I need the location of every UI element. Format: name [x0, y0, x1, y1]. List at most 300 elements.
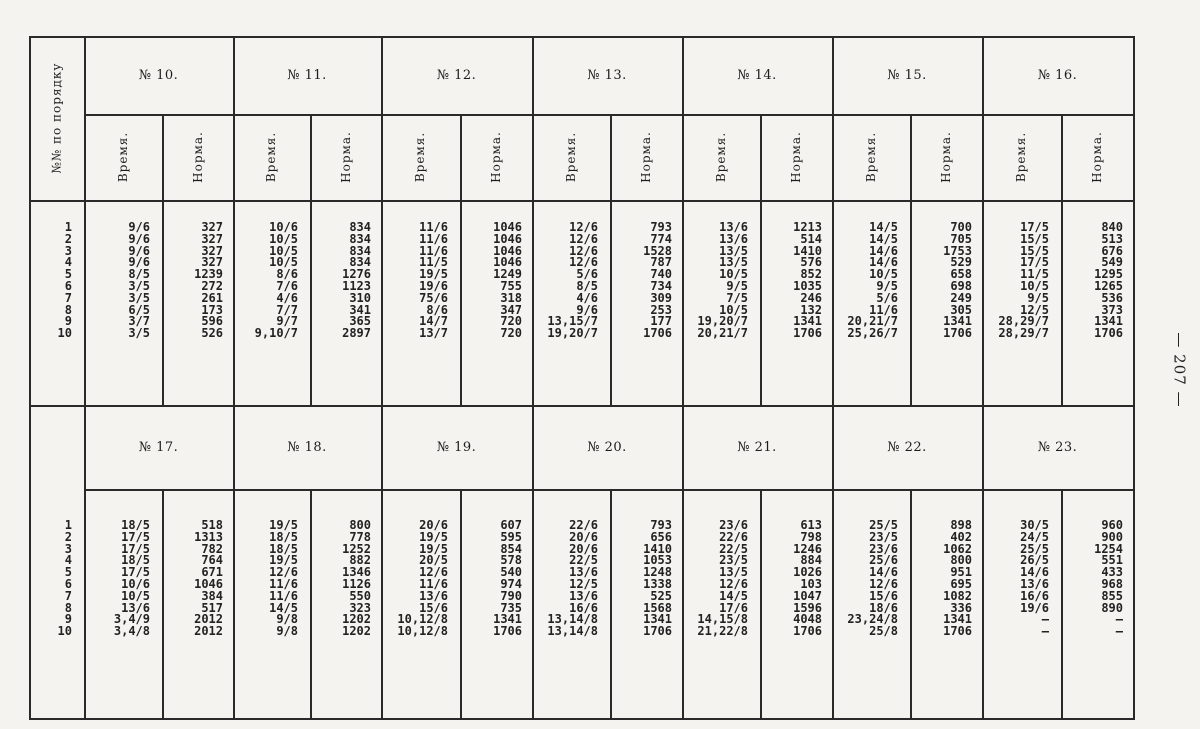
time-column	[988, 222, 1049, 340]
table-cell: 9/6	[128, 220, 150, 234]
table-cell: 1213	[793, 220, 822, 234]
table-cell: 23/5	[719, 553, 748, 568]
table-cell: 402	[950, 529, 972, 544]
table-cell: 16/6	[569, 600, 598, 615]
table-cell: 607	[500, 518, 522, 532]
table-cell: 14,15/8	[697, 612, 748, 627]
rule-line	[610, 489, 612, 718]
table-cell: 1202	[342, 624, 371, 639]
team-header: № 17.	[138, 439, 179, 455]
table-cell: 9/5	[876, 278, 898, 293]
rule-line	[760, 489, 762, 718]
table-cell: 20/6	[569, 529, 598, 544]
table-cell: 2012	[194, 624, 223, 639]
norm-subheader	[760, 114, 832, 200]
table-cell: 1082	[943, 588, 972, 603]
table-cell: 1	[64, 518, 72, 532]
table-cell: 1246	[793, 541, 822, 556]
team-header: № 10.	[138, 67, 179, 83]
table-cell: 10/5	[869, 267, 898, 282]
table-cell: 852	[800, 267, 822, 282]
norm-column	[314, 222, 371, 340]
table-cell: 8/5	[576, 278, 598, 293]
table-cell: 1341	[493, 612, 522, 627]
table-cell: 1341	[1094, 314, 1123, 329]
table-cell: 12/6	[719, 576, 748, 591]
table-cell: 433	[1101, 565, 1123, 580]
table-cell: 1	[64, 220, 72, 234]
table-cell: 19/6	[419, 278, 448, 293]
time-subheader-text: Время.	[264, 131, 279, 183]
table-cell: 10/5	[269, 231, 298, 246]
norm-subheader	[610, 114, 682, 200]
table-cell: 698	[950, 278, 972, 293]
team-header: № 11.	[287, 67, 327, 83]
table-cell: 15/6	[419, 600, 448, 615]
table-cell: 951	[950, 565, 972, 580]
table-cell: 336	[950, 600, 972, 615]
table-cell: 720	[500, 326, 522, 341]
table-cell: 10/5	[1020, 278, 1049, 293]
table-cell: 13/6	[719, 231, 748, 246]
table-cell: 2	[64, 231, 72, 246]
table-cell: 7/5	[726, 290, 748, 305]
table-cell: 11/6	[869, 302, 898, 317]
table-cell: 1706	[943, 326, 972, 341]
time-subheader-text: Время.	[1014, 131, 1029, 183]
table-cell: 517	[201, 600, 223, 615]
table-cell: 1706	[493, 624, 522, 639]
norm-column	[914, 222, 972, 340]
table-cell: 1706	[643, 624, 672, 639]
table-cell: 26/5	[1020, 553, 1049, 568]
table-cell: 11/6	[419, 220, 448, 234]
rule-line	[29, 200, 1133, 202]
table-cell: 75/6	[419, 290, 448, 305]
table-cell: 793	[650, 220, 672, 234]
norm-subheader-text: Норма.	[789, 131, 803, 183]
table-cell: 25,26/7	[847, 326, 898, 341]
time-column	[988, 520, 1049, 638]
time-subheader-text: Время.	[115, 131, 130, 183]
table-cell: 7/6	[276, 278, 298, 293]
table-cell: 884	[800, 553, 822, 568]
table-cell: 974	[500, 576, 522, 591]
table-cell: 20/6	[569, 541, 598, 556]
table-cell: 17/6	[719, 600, 748, 615]
table-cell: 19,20/7	[697, 314, 748, 329]
table-cell: 536	[1101, 290, 1123, 305]
table-cell: 30/5	[1020, 518, 1049, 532]
table-cell: 613	[800, 518, 822, 532]
table-cell: 20,21/7	[847, 314, 898, 329]
table-cell: 1123	[342, 278, 371, 293]
table-cell: 1753	[943, 243, 972, 258]
time-column	[688, 222, 748, 340]
table-cell: 798	[800, 529, 822, 544]
table-cell: 22/6	[719, 529, 748, 544]
table-cell: 834	[349, 243, 371, 258]
time-column	[387, 222, 448, 340]
table-cell: 2012	[194, 612, 223, 627]
table-cell: 18/5	[269, 529, 298, 544]
team-header: № 14.	[737, 67, 777, 83]
table-cell: 253	[650, 302, 672, 317]
table-cell: 10	[57, 326, 72, 341]
table-cell: 705	[950, 231, 972, 246]
table-cell: 1338	[643, 576, 672, 591]
table-cell: 900	[1101, 529, 1123, 544]
table-cell: 834	[349, 231, 371, 246]
table-cell: 327	[201, 255, 223, 270]
table-cell: 7/7	[276, 302, 298, 317]
table-cell: 14/5	[869, 220, 898, 234]
table-cell: 13/6	[719, 220, 748, 234]
table-cell: 540	[500, 565, 522, 580]
table-cell: 14/7	[419, 314, 448, 329]
table-cell: 16/6	[1020, 588, 1049, 603]
norm-column	[166, 520, 223, 638]
table-cell: 12/6	[269, 565, 298, 580]
norm-subheader-text: Норма.	[338, 131, 353, 183]
rule-line	[1061, 489, 1063, 718]
table-cell: 13/6	[569, 565, 598, 580]
time-subheader-text: Время.	[863, 131, 878, 183]
time-subheader-text: Время.	[713, 131, 728, 183]
table-cell: 755	[500, 278, 522, 293]
table-cell: 551	[1101, 553, 1123, 568]
table-cell: 173	[201, 302, 223, 317]
table-cell: 28,29/7	[998, 314, 1049, 329]
table-cell: 10/5	[269, 255, 298, 270]
table-cell: 11/5	[419, 255, 448, 270]
team-header: № 22.	[887, 439, 927, 455]
time-column	[538, 520, 598, 638]
table-cell: —	[1041, 624, 1049, 639]
norm-subheader	[910, 114, 982, 200]
table-cell: 3/5	[128, 290, 150, 305]
table-cell: 25/6	[869, 553, 898, 568]
table-cell: 19/5	[419, 267, 448, 282]
table-cell: 656	[650, 529, 672, 544]
table-cell: 1706	[793, 326, 822, 341]
table-cell: 1706	[943, 624, 972, 639]
table-cell: 14/5	[869, 231, 898, 246]
norm-subheader	[162, 114, 233, 200]
table-cell: 1046	[493, 220, 522, 234]
table-cell: 734	[650, 278, 672, 293]
table-cell: 3/5	[128, 326, 150, 341]
table-cell: 25/5	[869, 518, 898, 532]
norm-subheader-text: Норма.	[939, 131, 953, 183]
table-cell: 5	[64, 565, 72, 580]
table-cell: 23,24/8	[847, 612, 898, 627]
table-cell: 272	[201, 278, 223, 293]
table-cell: 8/6	[276, 267, 298, 282]
table-cell: 898	[950, 518, 972, 532]
table-cell: 17/5	[121, 565, 150, 580]
table-cell: 1410	[793, 243, 822, 258]
table-cell: 1341	[643, 612, 672, 627]
rule-line	[910, 489, 912, 718]
table-cell: 132	[800, 302, 822, 317]
table-cell: 12/6	[569, 243, 598, 258]
row-axis-label-text: №№ по порядку	[49, 62, 64, 174]
table-cell: 793	[650, 518, 672, 532]
table-cell: 12/5	[1020, 302, 1049, 317]
table-cell: 4/6	[576, 290, 598, 305]
table-cell: 13/5	[719, 255, 748, 270]
table-cell: 671	[201, 565, 223, 580]
table-cell: 4/6	[276, 290, 298, 305]
table-cell: 518	[201, 518, 223, 532]
table-bottom-border	[29, 718, 1133, 720]
table-cell: 20/5	[419, 553, 448, 568]
table-cell: 18/5	[269, 541, 298, 556]
table-cell: 13/5	[719, 565, 748, 580]
table-cell: 960	[1101, 518, 1123, 532]
norm-subheader-text: Норма.	[1090, 131, 1104, 183]
table-cell: 4	[64, 553, 72, 568]
table-cell: 800	[349, 518, 371, 532]
table-cell: 17/5	[121, 529, 150, 544]
table-cell: 676	[1101, 243, 1123, 258]
table-cell: 764	[201, 553, 223, 568]
table-cell: 1346	[342, 565, 371, 580]
norm-subheader-text: Норма.	[639, 131, 653, 183]
table-cell: 3/7	[128, 314, 150, 329]
table-cell: 14/5	[719, 588, 748, 603]
time-subheader-text: Время.	[563, 131, 578, 183]
time-column	[239, 520, 298, 638]
table-cell: 19,20/7	[547, 326, 598, 341]
table-cell: 7	[64, 290, 72, 305]
norm-column	[166, 222, 223, 340]
table-cell: 1706	[793, 624, 822, 639]
table-cell: 5	[64, 267, 72, 282]
table-cell: 11/6	[419, 243, 448, 258]
row-numbers	[37, 222, 72, 340]
table-cell: 1248	[643, 565, 672, 580]
table-cell: 8	[64, 600, 72, 615]
table-cell: 800	[950, 553, 972, 568]
table-cell: 1047	[793, 588, 822, 603]
table-cell: 384	[201, 588, 223, 603]
time-column	[688, 520, 748, 638]
table-cell: 790	[500, 588, 522, 603]
table-cell: 9/7	[276, 314, 298, 329]
table-cell: 1528	[643, 243, 672, 258]
table-cell: 2	[64, 529, 72, 544]
time-subheader	[682, 114, 760, 200]
table-cell: 10/5	[121, 588, 150, 603]
table-cell: 695	[950, 576, 972, 591]
table-cell: 578	[500, 553, 522, 568]
table-cell: 19/5	[419, 541, 448, 556]
table-cell: 513	[1101, 231, 1123, 246]
table-cell: 323	[349, 600, 371, 615]
table-cell: 13/7	[419, 326, 448, 341]
table-cell: 1410	[643, 541, 672, 556]
table-cell: —	[1115, 624, 1123, 639]
table-cell: 1062	[943, 541, 972, 556]
table-cell: 8/5	[128, 267, 150, 282]
table-right-border	[1133, 36, 1135, 720]
table-cell: 1239	[194, 267, 223, 282]
table-cell: 9/8	[276, 624, 298, 639]
table-cell: 526	[201, 326, 223, 341]
table-cell: 13/6	[1020, 576, 1049, 591]
norm-subheader-text: Норма.	[190, 131, 205, 183]
row-numbers	[37, 520, 72, 638]
norm-column	[914, 520, 972, 638]
table-cell: 720	[500, 314, 522, 329]
table-cell: 787	[650, 255, 672, 270]
table-cell: 22/5	[569, 553, 598, 568]
table-cell: 1026	[793, 565, 822, 580]
table-cell: 2897	[342, 326, 371, 341]
table-cell: 740	[650, 267, 672, 282]
table-cell: 1341	[943, 612, 972, 627]
rule-line	[310, 489, 312, 718]
table-cell: 12/6	[569, 220, 598, 234]
table-cell: 1046	[493, 243, 522, 258]
time-column	[239, 222, 298, 340]
table-cell: 23/5	[869, 529, 898, 544]
table-cell: 1341	[943, 314, 972, 329]
table-cell: 177	[650, 314, 672, 329]
table-cell: 890	[1101, 600, 1123, 615]
table-cell: 855	[1101, 588, 1123, 603]
table-cell: 10/5	[719, 267, 748, 282]
table-cell: 12/6	[569, 255, 598, 270]
table-cell: 13,14/8	[547, 624, 598, 639]
table-cell: 774	[650, 231, 672, 246]
table-cell: 20/6	[419, 518, 448, 532]
table-cell: 700	[950, 220, 972, 234]
table-cell: 1053	[643, 553, 672, 568]
rule-line	[84, 489, 1133, 491]
table-cell: 9/8	[276, 612, 298, 627]
table-cell: —	[1041, 612, 1049, 627]
table-cell: 882	[349, 553, 371, 568]
table-cell: 20,21/7	[697, 326, 748, 341]
table-cell: 28,29/7	[998, 326, 1049, 341]
table-cell: 576	[800, 255, 822, 270]
team-header: № 16.	[1037, 67, 1078, 83]
table-cell: 15/6	[869, 588, 898, 603]
time-subheader	[233, 114, 310, 200]
norm-column	[764, 222, 822, 340]
table-cell: 8/6	[426, 302, 448, 317]
table-cell: 22/6	[569, 518, 598, 532]
table-cell: 1265	[1094, 278, 1123, 293]
table-cell: 17/5	[121, 541, 150, 556]
time-subheader	[532, 114, 610, 200]
table-cell: 8	[64, 302, 72, 317]
table-cell: 347	[500, 302, 522, 317]
time-subheader-text: Время.	[413, 131, 428, 183]
team-header: № 23.	[1037, 439, 1078, 455]
table-cell: 19/5	[269, 553, 298, 568]
table-cell: 514	[800, 231, 822, 246]
table-cell: 21,22/8	[697, 624, 748, 639]
norm-subheader	[310, 114, 381, 200]
table-cell: 10/5	[719, 302, 748, 317]
table-cell: 23/6	[869, 541, 898, 556]
table-cell: 10,12/8	[397, 624, 448, 639]
table-cell: 735	[500, 600, 522, 615]
table-cell: 834	[349, 220, 371, 234]
time-subheader	[381, 114, 460, 200]
table-cell: 12/6	[569, 231, 598, 246]
table-cell: 11/6	[419, 576, 448, 591]
table-cell: 1276	[342, 267, 371, 282]
table-cell: 6	[64, 278, 72, 293]
time-column	[387, 520, 448, 638]
table-cell: 11/6	[269, 576, 298, 591]
table-cell: 18/5	[121, 518, 150, 532]
table-cell: 261	[201, 290, 223, 305]
table-cell: 12/6	[869, 576, 898, 591]
table-cell: 549	[1101, 255, 1123, 270]
table-cell: 1706	[643, 326, 672, 341]
table-cell: 11/5	[1020, 267, 1049, 282]
table-cell: 24/5	[1020, 529, 1049, 544]
norm-subheader-text: Норма.	[489, 131, 503, 183]
table-cell: 318	[500, 290, 522, 305]
table-cell: 1202	[342, 612, 371, 627]
norm-column	[464, 520, 522, 638]
table-cell: 12/5	[569, 576, 598, 591]
table-cell: 14/6	[869, 565, 898, 580]
table-cell: 1126	[342, 576, 371, 591]
table-cell: 9/6	[128, 243, 150, 258]
norm-subheader	[1061, 114, 1133, 200]
table-cell: 17/5	[1020, 220, 1049, 234]
table-cell: 9/6	[128, 255, 150, 270]
table-cell: 1046	[493, 231, 522, 246]
table-cell: 246	[800, 290, 822, 305]
table-cell: 550	[349, 588, 371, 603]
table-cell: 3,4/9	[113, 612, 150, 627]
table-cell: 13/6	[419, 588, 448, 603]
table-cell: 19/5	[419, 529, 448, 544]
page-number: — 207 —	[1171, 332, 1190, 408]
time-column	[838, 520, 898, 638]
table-cell: 525	[650, 588, 672, 603]
team-header: № 12.	[436, 67, 477, 83]
table-cell: 3	[64, 243, 72, 258]
table-cell: 310	[349, 290, 371, 305]
table-cell: 595	[500, 529, 522, 544]
table-cell: 6	[64, 576, 72, 591]
time-subheader	[982, 114, 1061, 200]
team-header: № 18.	[287, 439, 327, 455]
table-cell: 10	[57, 624, 72, 639]
table-cell: 25/8	[869, 624, 898, 639]
table-cell: 373	[1101, 302, 1123, 317]
team-header: № 19.	[436, 439, 477, 455]
team-header: № 20.	[587, 439, 627, 455]
time-column	[90, 222, 150, 340]
row-axis-label	[29, 36, 84, 200]
table-cell: 10/6	[121, 576, 150, 591]
time-column	[90, 520, 150, 638]
table-cell: 3,4/8	[113, 624, 150, 639]
table-cell: 1252	[342, 541, 371, 556]
table-cell: 7	[64, 588, 72, 603]
